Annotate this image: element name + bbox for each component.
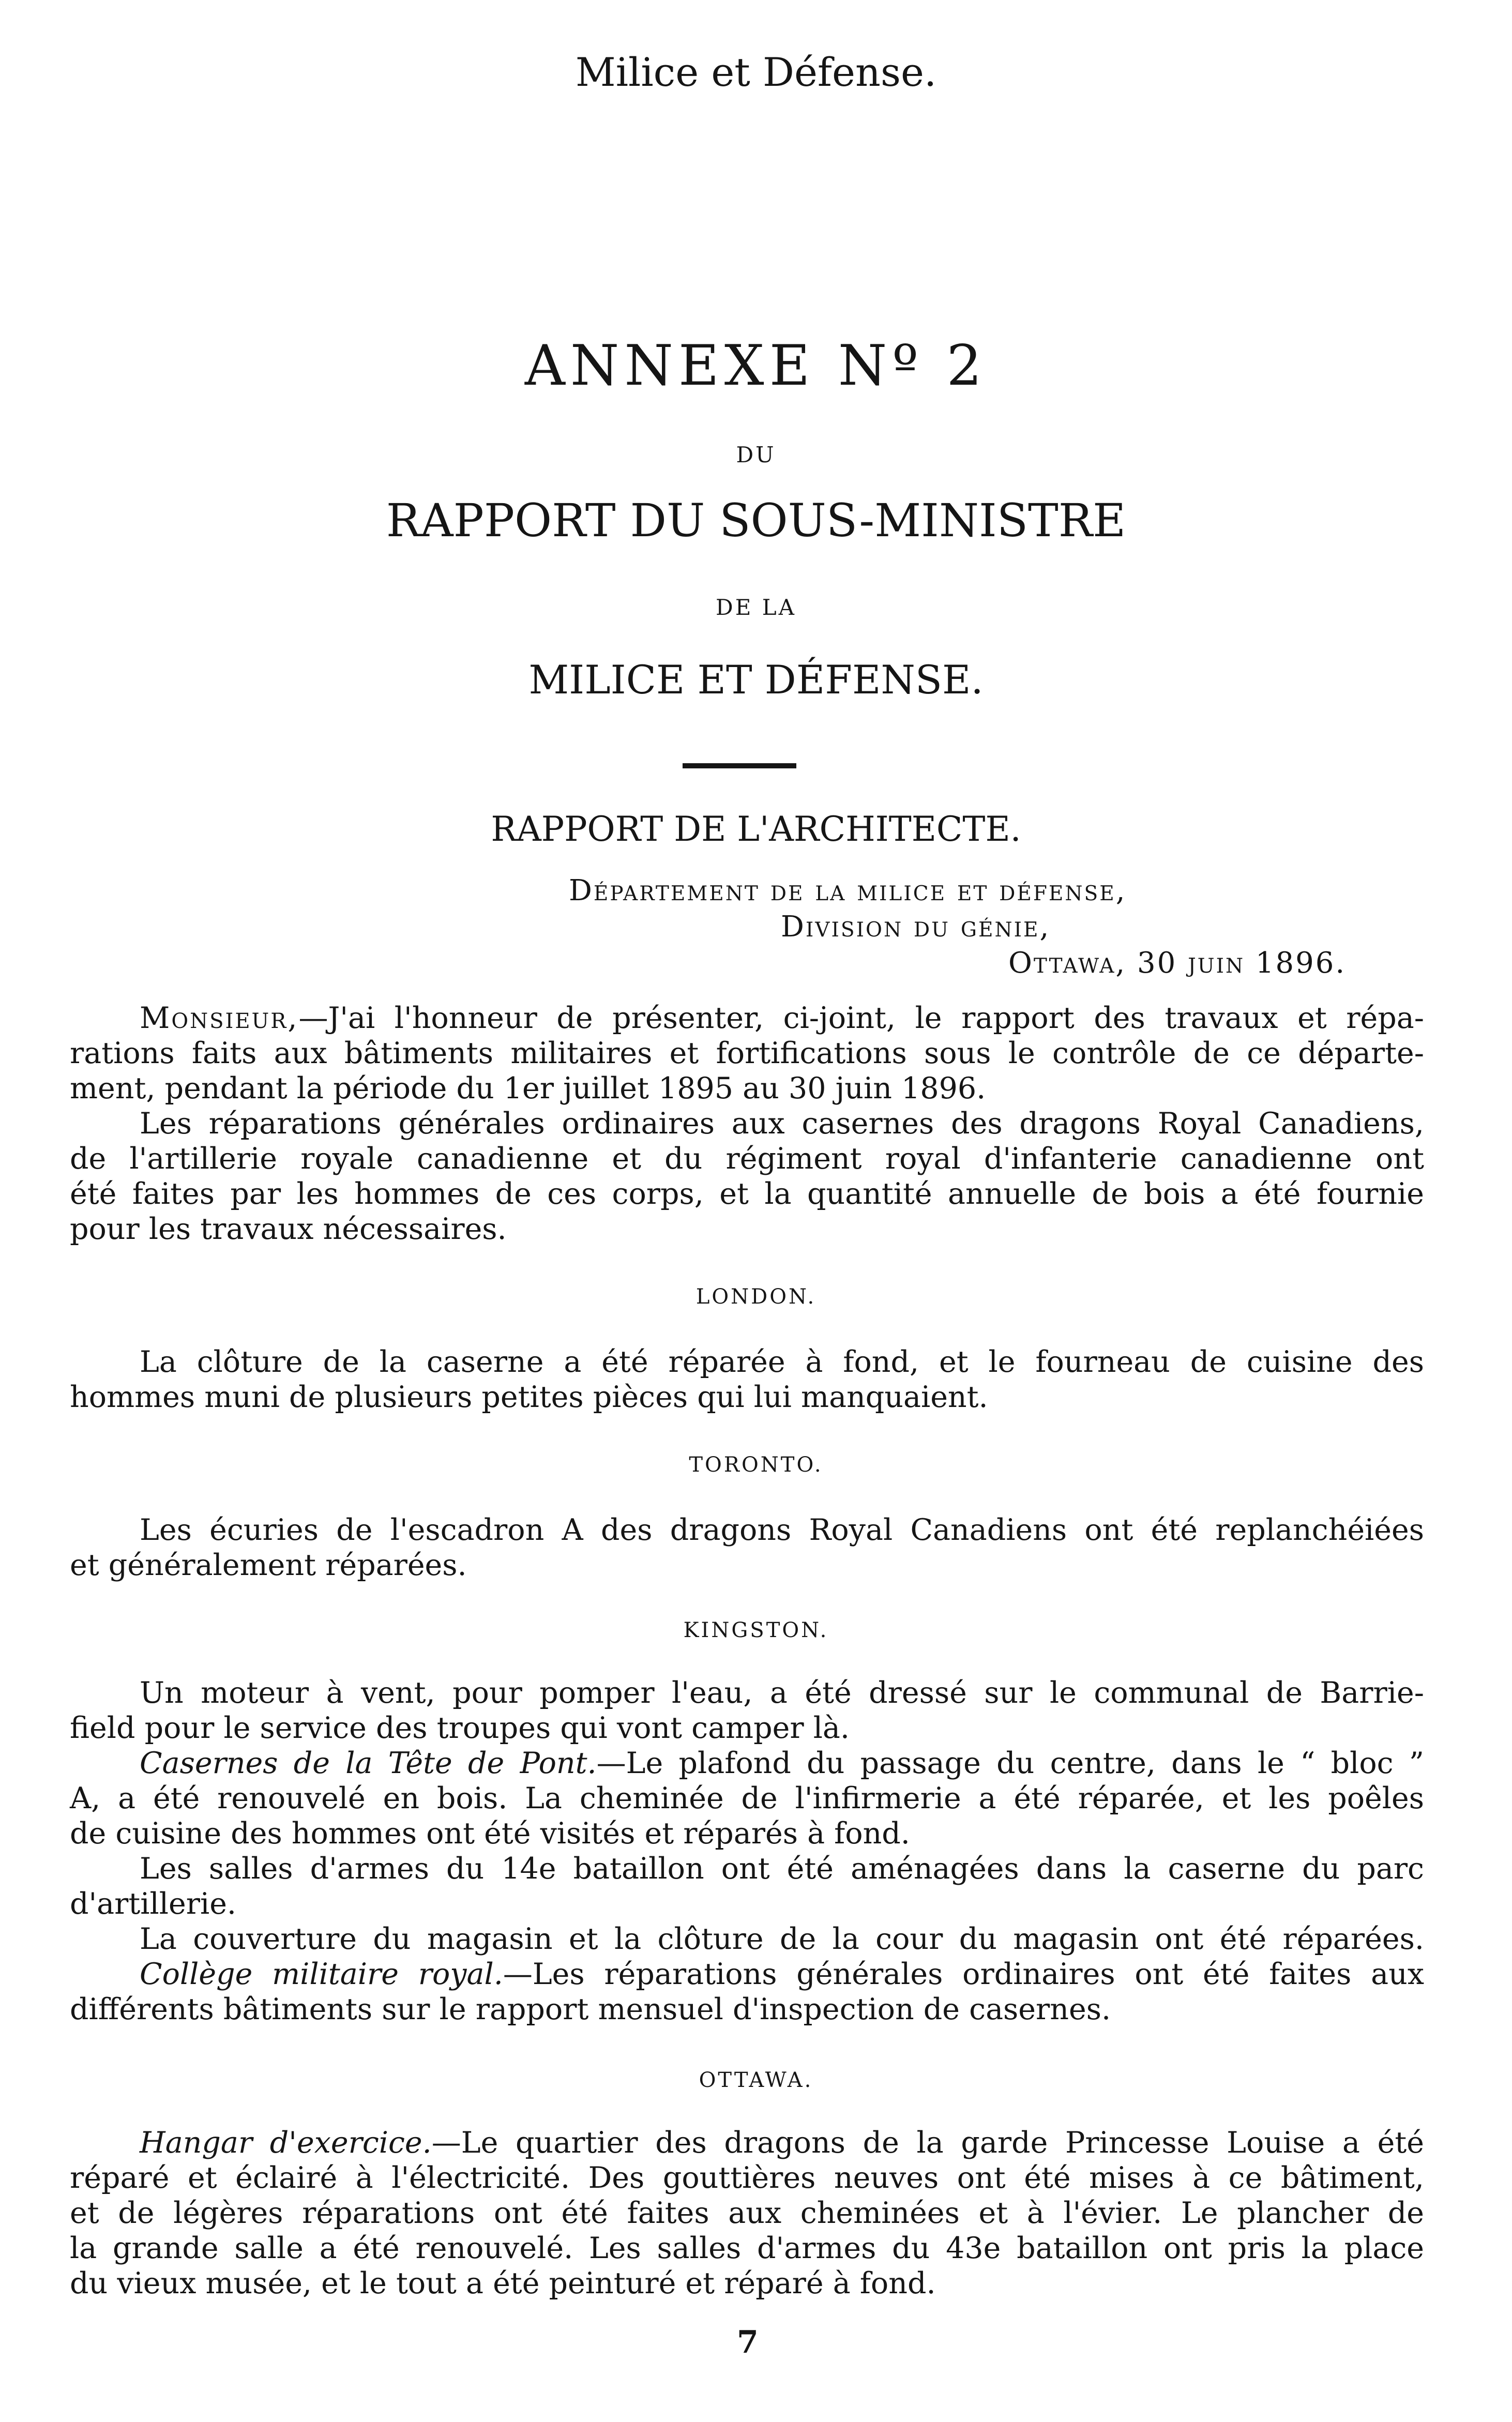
kingston-moteur-line-2: field pour le service des troupes qui vont camper là. bbox=[70, 1711, 850, 1745]
report-title: RAPPORT DU SOUS-MINISTRE bbox=[386, 494, 1126, 547]
general-line-3: été faites par les hommes de ces corps, et la quantité annuelle de bois a été fournie bbox=[70, 1177, 1424, 1211]
kingston-college-line-1 bbox=[140, 1957, 1424, 1992]
ottawa-line-5: du vieux musée, et le tout a été peinturé et réparé à fond. bbox=[70, 2266, 936, 2300]
running-head: Milice et Défense. bbox=[575, 49, 937, 95]
ministry-title: MILICE ET DÉFENSE. bbox=[528, 657, 984, 703]
london-line-1: La clôture de la caserne a été réparée à fond, et le fourneau de cuisine des bbox=[140, 1345, 1424, 1379]
intro-line-2: rations faits aux bâtiments militaires et fortifications sous le contrôle de ce départe- bbox=[70, 1036, 1424, 1070]
intro-line-1 bbox=[140, 1001, 1424, 1036]
ottawa-line-1-text: —Le quartier des dragons de la garde Princesse Louise a été bbox=[431, 2126, 1424, 2160]
kingston-tete-line-1 bbox=[140, 1746, 1424, 1781]
annex-title: ANNEXE Nº 2 bbox=[524, 334, 988, 398]
address-line-3 bbox=[1008, 946, 1346, 980]
salutation: Monsieur, bbox=[140, 1001, 299, 1035]
kingston-couverture-line: La couverture du magasin et la clôture de la cour du magasin ont été réparées. bbox=[140, 1922, 1424, 1956]
address-line-3-text: Ottawa, 30 juin 1896. bbox=[1008, 946, 1347, 980]
kingston-tete-line-3: de cuisine des hommes ont été visités et réparés à fond. bbox=[70, 1816, 910, 1851]
kingston-moteur-line-1: Un moteur à vent, pour pomper l'eau, a été dressé sur le communal de Barrie- bbox=[140, 1676, 1424, 1710]
address-line-2: Division du génie, bbox=[781, 910, 1051, 944]
ottawa-line-3: et de légères réparations ont été faites aux cheminées et à l'évier. Le plancher de bbox=[70, 2196, 1424, 2230]
hangar-label: Hangar d'exercice. bbox=[140, 2126, 432, 2160]
kingston-tete-line-2: A, a été renouvelé en bois. La cheminée de l'infirmerie a été réparée, et les poêles bbox=[70, 1781, 1424, 1815]
title-rule bbox=[683, 763, 796, 768]
toronto-line-2: et généralement réparées. bbox=[70, 1548, 467, 1582]
ottawa-line-1 bbox=[140, 2125, 1424, 2160]
general-line-1: Les réparations générales ordinaires aux casernes des dragons Royal Canadiens, bbox=[140, 1107, 1424, 1141]
title-de-la: DE LA bbox=[716, 595, 796, 620]
toronto-line-1: Les écuries de l'escadron A des dragons Royal Canadiens ont été replanchéiées bbox=[140, 1513, 1424, 1547]
london-line-2: hommes muni de plusieurs petites pièces qui lui manquaient. bbox=[70, 1380, 988, 1414]
intro-line-1-text: —J'ai l'honneur de présenter, ci-joint, le rapport des travaux et répa- bbox=[298, 1001, 1424, 1035]
ottawa-line-2: réparé et éclairé à l'électricité. Des gouttières neuves ont été mises à ce bâtiment, bbox=[70, 2161, 1424, 2195]
kingston-salles-line-1: Les salles d'armes du 14e bataillon ont été aménagées dans la caserne du parc bbox=[140, 1852, 1424, 1886]
heading-toronto: TORONTO. bbox=[689, 1453, 823, 1477]
architect-report-title: RAPPORT DE L'ARCHITECTE. bbox=[491, 809, 1021, 849]
kingston-college-line-1-text: —Les réparations générales ordinaires ont été faites aux bbox=[503, 1957, 1424, 1991]
general-line-4: pour les travaux nécessaires. bbox=[70, 1212, 507, 1246]
heading-ottawa: OTTAWA. bbox=[699, 2068, 813, 2092]
kingston-tete-line-1-text: —Le plafond du passage du centre, dans le “ bloc ” bbox=[596, 1746, 1424, 1780]
address-line-1: Département de la milice et défense, bbox=[569, 874, 1127, 907]
heading-kingston: KINGSTON. bbox=[683, 1618, 829, 1642]
kingston-salles-line-2: d'artillerie. bbox=[70, 1887, 237, 1921]
college-militaire-label: Collège militaire royal. bbox=[140, 1957, 503, 1991]
heading-london: LONDON. bbox=[695, 1285, 817, 1309]
kingston-college-line-2: différents bâtiments sur le rapport mensuel d'inspection de casernes. bbox=[70, 1992, 1111, 2026]
page-number: 7 bbox=[737, 2324, 759, 2360]
general-line-2: de l'artillerie royale canadienne et du régiment royal d'infanterie canadienne ont bbox=[70, 1142, 1424, 1176]
intro-line-3: ment, pendant la période du 1er juillet 1895 au 30 juin 1896. bbox=[70, 1071, 986, 1106]
title-du: DU bbox=[736, 442, 776, 467]
ottawa-line-4: la grande salle a été renouvelé. Les salles d'armes du 43e bataillon ont pris la place bbox=[70, 2231, 1424, 2265]
tete-de-pont-label: Casernes de la Tête de Pont. bbox=[140, 1746, 597, 1780]
